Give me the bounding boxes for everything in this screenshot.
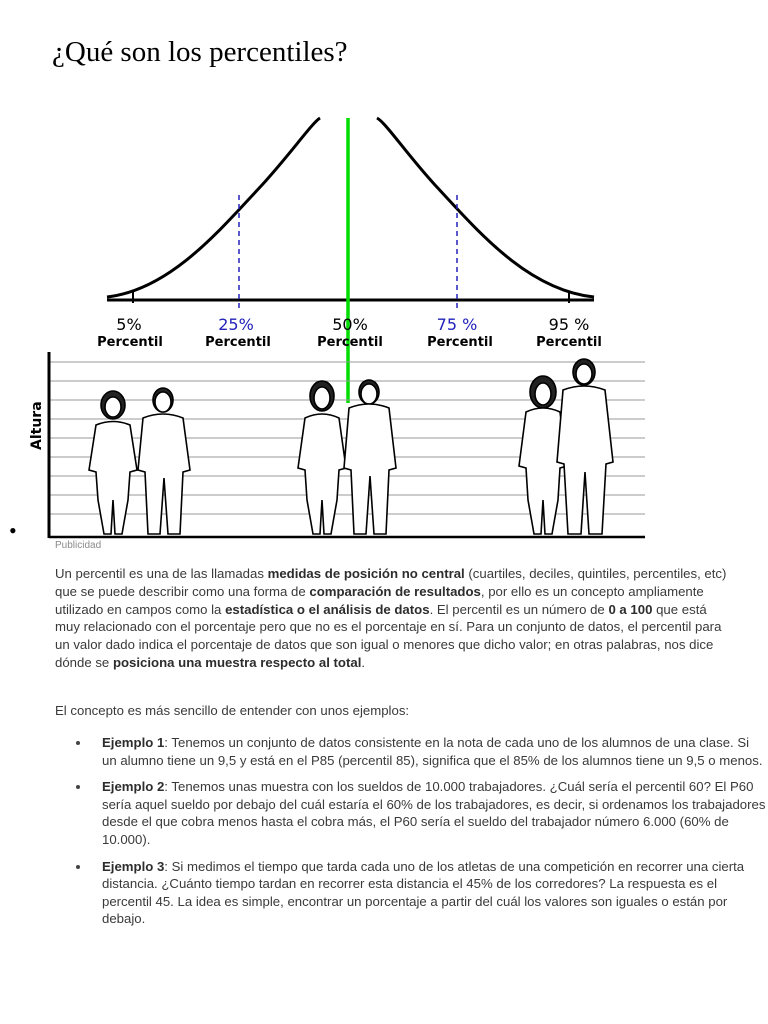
- emphasis-estadistica: estadística o el análisis de datos: [225, 601, 430, 617]
- emphasis-range: 0 a 100: [608, 601, 653, 617]
- example-text: : Si medimos el tiempo que tarda cada uno de los atletas de una competición en recorrer una cierta distancia. ¿Cuánto tiempo tardan en recorrer esta distancia el 45% de los corredores? La respuesta es el percentil 45. La idea es simple, encontrar un porcentaje a partir del cuál los valores son iguales o están por debajo.: [102, 858, 745, 927]
- label-25-value: 25%: [218, 315, 254, 334]
- example-text: : Tenemos un conjunto de datos consistente en la nota de cada uno de los alumnos de una clase. Si un alumno tiene un 9,5 y está en el P85 (percentil 85), significa que el 85% de los alumnos tiene un 9,5 o menos.: [102, 735, 763, 768]
- list-item: [102, 734, 768, 769]
- axis-label-altura: Altura: [29, 401, 45, 450]
- list-item: [102, 778, 768, 848]
- ad-label: Publicidad: [55, 540, 102, 551]
- list-bullet: •: [9, 518, 17, 543]
- label-5-value: 5%: [116, 315, 142, 334]
- example-text: : Tenemos unas muestra con los sueldos de 10.000 trabajadores. ¿Cuál sería el percentil 60? El P60 sería aquel sueldo por debajo del cuál estaría el 60% de los trabajadores, es decir, si ordenamos los trabajadores desde el que cobra menos hasta el cobra más, el P60 sería el sueldo del trabajador número 6.000 (60% de 10.000).: [102, 779, 766, 847]
- emphasis-posiciona: posiciona una muestra respecto al total: [112, 654, 362, 670]
- example-label: Ejemplo 2: [102, 779, 165, 795]
- person-man-medium: [344, 380, 396, 534]
- label-5-caption: Percentil: [97, 335, 163, 350]
- label-25-caption: Percentil: [205, 335, 271, 350]
- bell-curve: [107, 118, 594, 297]
- person-woman-medium: [298, 381, 346, 534]
- examples-intro: El concepto es más sencillo de entender con unos ejemplos:: [55, 703, 410, 718]
- list-item: [102, 858, 768, 928]
- example-label: Ejemplo 1: [102, 735, 165, 750]
- emphasis-medidas: medidas de posición no central: [267, 566, 465, 581]
- label-50-value: 50%: [332, 315, 368, 334]
- person-woman-short: [89, 391, 137, 534]
- example-label: Ejemplo 3: [102, 858, 165, 874]
- label-75-value: 75 %: [436, 315, 478, 334]
- emphasis-comparacion: comparación de resultados: [309, 583, 481, 599]
- person-man-short: [138, 388, 190, 534]
- label-75-caption: Percentil: [427, 335, 493, 350]
- page-title: ¿Qué son los percentiles?: [52, 36, 348, 68]
- examples-list: [55, 734, 768, 937]
- label-50-caption: Percentil: [317, 335, 383, 350]
- person-man-tall: [557, 359, 613, 534]
- label-95-value: 95 %: [548, 315, 590, 334]
- intro-paragraph: Un percentil es una de las llamadas medidas de posición no central (cuartiles, deciles, quintiles, percentiles, etc) que se puede describir como una forma de comparación de resultados, por ello es un concepto ampliamente utilizado en campos como la estadística o el análisis de datos. El percentil es un número de 0 a 100 que está muy relacionado con el porcentaje pero que no es el porcentaje en sí. Para un conjunto de datos, el percentil para un valor dado indica el porcentaje de datos que son igual o menores que dicho valor; en otras palabras, nos dice dónde se posiciona una muestra respecto al total.: [55, 566, 727, 670]
- label-95-caption: Percentil: [536, 335, 602, 350]
